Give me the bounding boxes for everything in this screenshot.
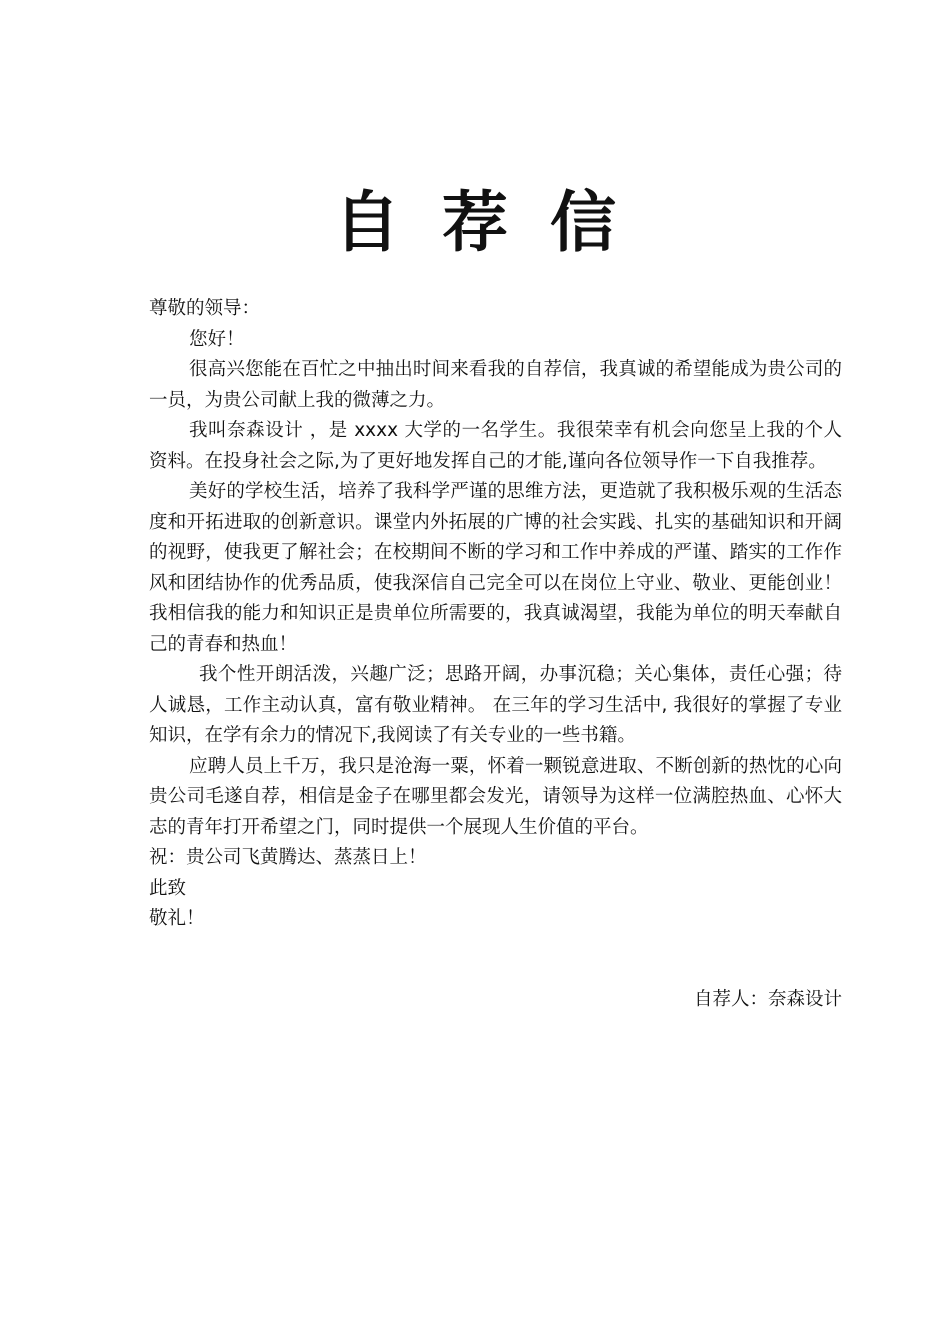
- salutation: 尊敬的领导：: [149, 298, 261, 319]
- page-title: 自荐信: [334, 184, 658, 261]
- paragraph-application: 应聘人员上千万，我只是沧海一粟，怀着一颗锐意进取、不断创新的热忱的心向贵公司毛遂自荐，相信是金子在哪里都会发光，请领导为这样一位满腔热血、心怀大志的青年打开希望之门，同时提供一个展现人生价值的平台。: [149, 755, 842, 838]
- closing-line-2: 敬礼！: [149, 908, 205, 929]
- paragraph-personality: 我个性开朗活泼，兴趣广泛；思路开阔，办事沉稳；关心集体，责任心强；待人诚恳，工作主动认真，富有敬业精神。 在三年的学习生活中, 我很好的掌握了专业知识，在学有余力的情况下,我阅读了有关专业的一些书籍。: [149, 664, 842, 746]
- letter-body: [149, 294, 842, 935]
- paragraph-intro: 很高兴您能在百忙之中抽出时间来看我的自荐信，我真诚的希望能成为贵公司的一员，为贵公司献上我的微薄之力。: [149, 359, 842, 411]
- greeting: 您好！: [189, 328, 245, 350]
- paragraph-self-intro: 我叫奈森设计 ，是 xxxx 大学的一名学生。我很荣幸有机会向您呈上我的个人资料。在投身社会之际,为了更好地发挥自己的才能,谨向各位领导作一下自我推荐。: [149, 420, 842, 472]
- signature: 自荐人：奈森设计: [693, 989, 842, 1010]
- wish-line: 祝：贵公司飞黄腾达、蒸蒸日上！: [149, 847, 427, 868]
- paragraph-school-life: 美好的学校生活，培养了我科学严谨的思维方法，更造就了我积极乐观的生活态度和开拓进取的创新意识。课堂内外拓展的广博的社会实践、扎实的基础知识和开阔的视野，使我更了解社会；在校期间不断的学习和工作中养成的严谨、踏实的工作作风和团结协作的优秀品质，使我深信自己完全可以在岗位上守业、敬业、更能创业！我相信我的能力和知识正是贵单位所需要的，我真诚渴望，我能为单位的明天奉献自己的青春和热血！: [149, 481, 842, 655]
- closing-line-1: 此致: [149, 877, 187, 899]
